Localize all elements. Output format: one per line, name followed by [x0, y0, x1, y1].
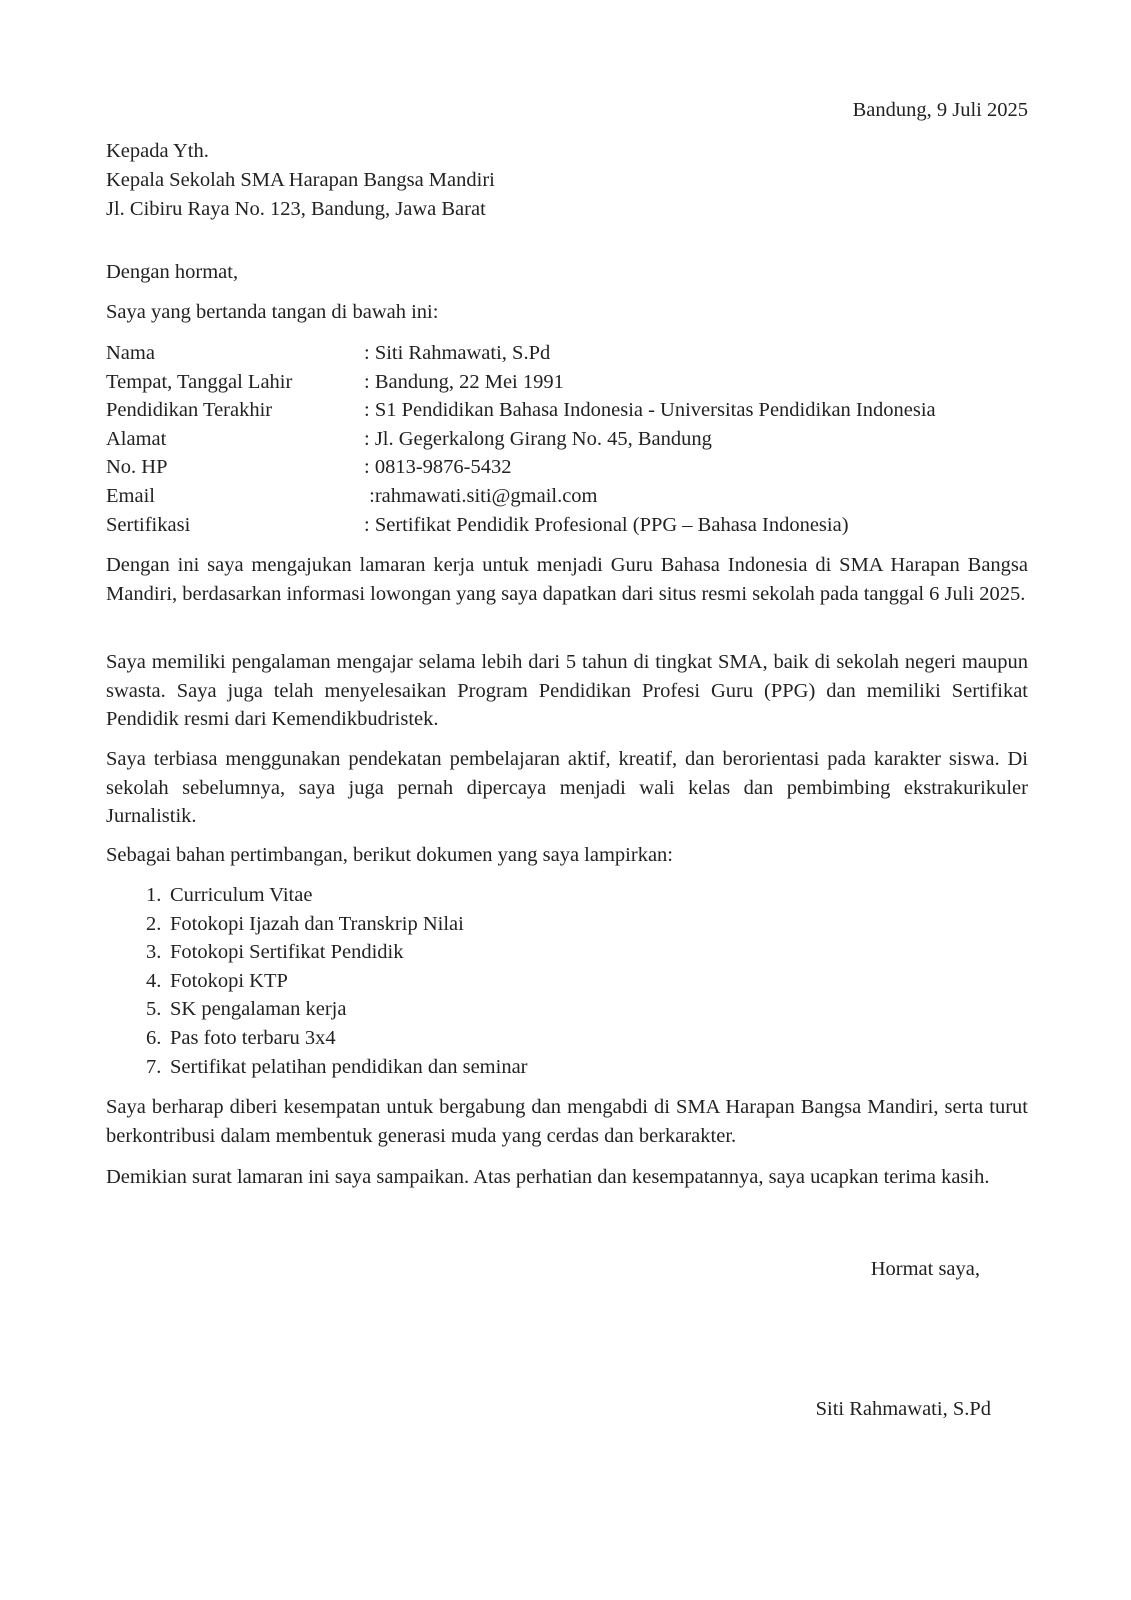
- identity-value: : Siti Rahmawati, S.Pd: [364, 342, 551, 364]
- identity-value: : 0813-9876-5432: [364, 456, 512, 479]
- recipient-line-1: Kepada Yth.: [106, 140, 209, 162]
- list-item-number: 1.: [146, 884, 162, 906]
- identity-row-birth: [106, 368, 1036, 397]
- identity-label: Pendidikan Terakhir: [106, 399, 273, 422]
- body-paragraph-application: Dengan ini saya mengajukan lamaran kerja untuk menjadi Guru Bahasa Indonesia di SMA Harapan Bangsa Mandiri, berdasarkan informasi lowongan yang saya dapatkan dari situs resmi sekolah pada tanggal 6 Juli 2025.: [106, 554, 1028, 605]
- body-paragraph-attachments-intro: Sebagai bahan pertimbangan, berikut dokumen yang saya lampirkan:: [106, 844, 673, 866]
- identity-label: No. HP: [106, 456, 168, 479]
- list-item-text: Fotokopi Ijazah dan Transkrip Nilai: [170, 912, 464, 935]
- identity-row-email: [106, 482, 1036, 511]
- recipient-line-2: Kepala Sekolah SMA Harapan Bangsa Mandiri: [106, 169, 495, 191]
- identity-row-education: [106, 396, 1036, 425]
- attachment-list: [146, 881, 528, 1081]
- identity-value: : S1 Pendidikan Bahasa Indonesia - Universitas Pendidikan Indonesia: [364, 399, 936, 422]
- identity-label: Email: [106, 484, 155, 507]
- identity-label: Nama: [106, 342, 155, 364]
- list-item-text: SK pengalaman kerja: [170, 998, 347, 1021]
- identity-value: : Bandung, 22 Mei 1991: [364, 370, 564, 393]
- list-item-number: 2.: [146, 912, 162, 935]
- body-paragraph-closing: Demikian surat lamaran ini saya sampaikan. Atas perhatian dan kesempatannya, saya ucapkan terima kasih.: [106, 1166, 990, 1188]
- list-item: [146, 881, 528, 910]
- greeting: Dengan hormat,: [106, 261, 239, 283]
- body-paragraph-hope: Saya berharap diberi kesempatan untuk bergabung dan mengabdi di SMA Harapan Bangsa Mandiri, serta turut berkontribusi dalam membentuk generasi muda yang cerdas dan berkarakter.: [106, 1096, 1028, 1147]
- identity-label: Alamat: [106, 427, 167, 450]
- list-item-number: 4.: [146, 969, 162, 992]
- list-item-text: Curriculum Vitae: [170, 884, 313, 906]
- intro-line: Saya yang bertanda tangan di bawah ini:: [106, 301, 439, 323]
- list-item-text: Fotokopi KTP: [170, 969, 288, 992]
- body-paragraph-approach: Saya terbiasa menggunakan pendekatan pembelajaran aktif, kreatif, dan berorientasi pada karakter siswa. Di sekolah sebelumnya, saya juga pernah dipercaya menjadi wali kelas dan pembimbing ekstrakurikuler Jurnalistik.: [106, 748, 1028, 828]
- list-item: [146, 1024, 528, 1053]
- list-item: [146, 995, 528, 1024]
- closing-salutation: Hormat saya,: [870, 1258, 980, 1280]
- list-item-text: Sertifikat pelatihan pendidikan dan seminar: [170, 1055, 528, 1078]
- identity-table: [106, 339, 1036, 539]
- recipient-address: Jl. Cibiru Raya No. 123, Bandung, Jawa Barat: [106, 198, 486, 220]
- body-paragraph-experience: Saya memiliki pengalaman mengajar selama lebih dari 5 tahun di tingkat SMA, baik di sekolah negeri maupun swasta. Saya juga telah menyelesaikan Program Pendidikan Profesi Guru (PPG) dan memiliki Sertifikat Pendidik resmi dari Kemendikbudristek.: [106, 651, 1028, 731]
- identity-value: :rahmawati.siti@gmail.com: [364, 484, 598, 507]
- list-item: [146, 938, 528, 967]
- list-item-text: Pas foto terbaru 3x4: [170, 1026, 336, 1049]
- identity-value: : Sertifikat Pendidik Profesional (PPG – Bahasa Indonesia): [364, 513, 849, 536]
- identity-row-certification: [106, 511, 1036, 540]
- list-item-number: 7.: [146, 1055, 162, 1078]
- identity-label: Sertifikasi: [106, 513, 191, 536]
- recipient-block: [106, 137, 495, 224]
- list-item-number: 3.: [146, 941, 162, 964]
- list-item: [146, 910, 528, 939]
- identity-row-address: [106, 425, 1036, 454]
- identity-value: : Jl. Gegerkalong Girang No. 45, Bandung: [364, 427, 712, 450]
- list-item-number: 5.: [146, 998, 162, 1021]
- list-item-number: 6.: [146, 1026, 162, 1049]
- list-item-text: Fotokopi Sertifikat Pendidik: [170, 941, 404, 964]
- list-item: [146, 1053, 528, 1082]
- letter-date: Bandung, 9 Juli 2025: [852, 99, 1028, 121]
- list-item: [146, 967, 528, 996]
- identity-label: Tempat, Tanggal Lahir: [106, 370, 293, 393]
- identity-row-name: [106, 339, 1036, 368]
- signature-name: Siti Rahmawati, S.Pd: [815, 1398, 991, 1420]
- identity-row-phone: [106, 453, 1036, 482]
